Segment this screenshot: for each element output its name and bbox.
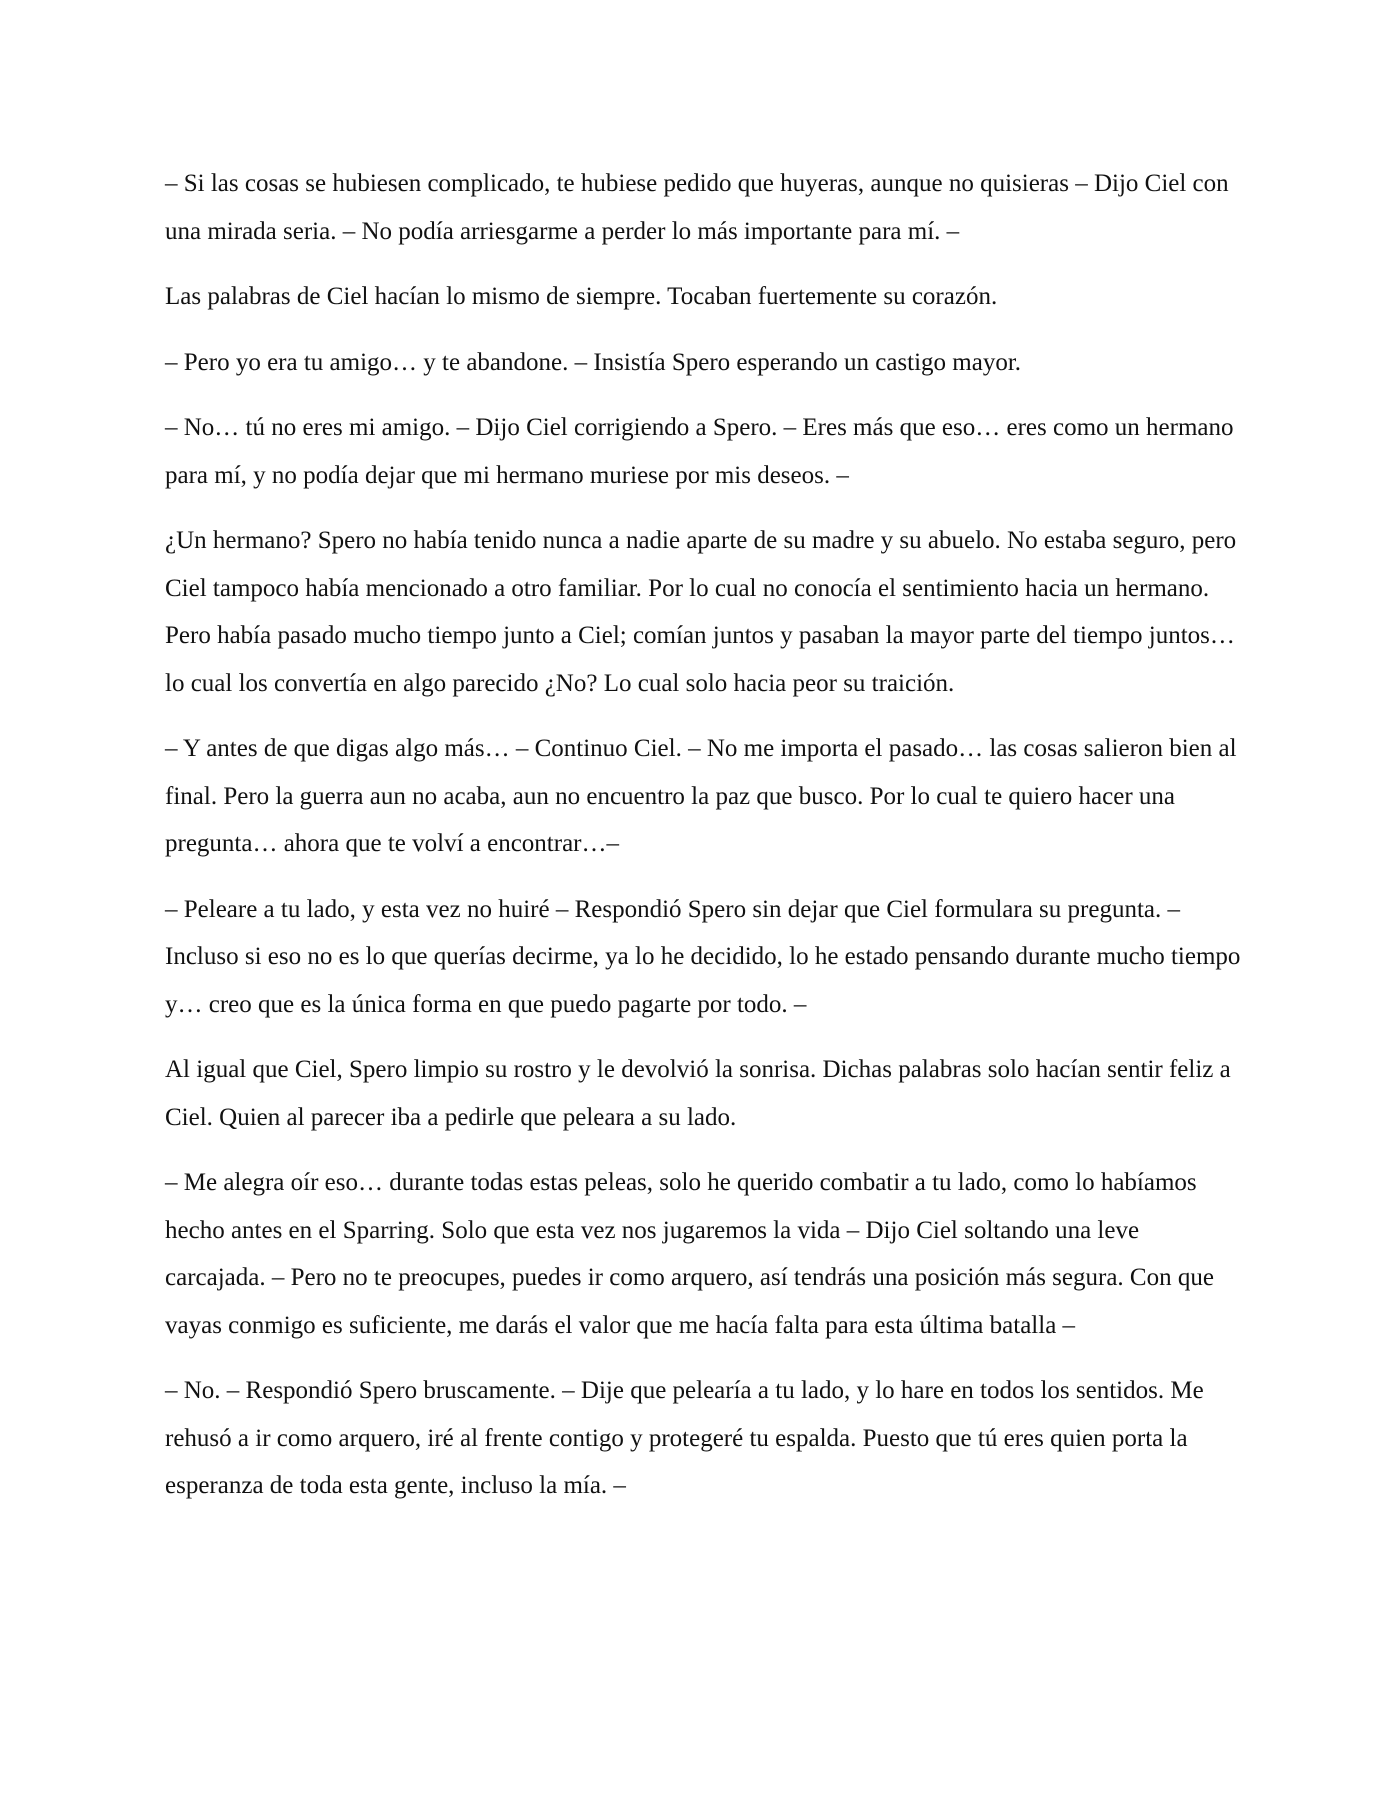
paragraph-10: – No. – Respondió Spero bruscamente. – Dije que pelearía a tu lado, y lo hare en todos los sentidos. Me rehusó a ir como arquero, iré al frente contigo y protegeré tu espalda. Puesto que tú eres quien porta la esperanza de toda esta gente, incluso la mía. – — [165, 1377, 1204, 1499]
paragraph-5: ¿Un hermano? Spero no había tenido nunca a nadie aparte de su madre y su abuelo. No estaba seguro, pero Ciel tampoco había mencionado a otro familiar. Por lo cual no conocía el sentimiento hacia un hermano. Pero había pasado mucho tiempo junto a Ciel; comían juntos y pasaban la mayor parte del tiempo juntos… lo cual los convertía en algo parecido ¿No? Lo cual solo hacia peor su traición. — [165, 527, 1237, 697]
paragraph-6: – Y antes de que digas algo más… – Continuo Ciel. – No me importa el pasado… las cosas salieron bien al final. Pero la guerra aun no acaba, aun no encuentro la paz que busco. Por lo cual te quiero hacer una pregunta… ahora que te volví a encontrar…– — [165, 735, 1237, 857]
paragraph-4: – No… tú no eres mi amigo. – Dijo Ciel corrigiendo a Spero. – Eres más que eso… eres como un hermano para mí, y no podía dejar que mi hermano muriese por mis deseos. – — [165, 414, 1234, 489]
paragraph-1: – Si las cosas se hubiesen complicado, te hubiese pedido que huyeras, aunque no quisieras – Dijo Ciel con una mirada seria. – No podía arriesgarme a perder lo más importante para mí. – — [165, 170, 1229, 245]
body-text — [165, 160, 1245, 1528]
paragraph-2: Las palabras de Ciel hacían lo mismo de siempre. Tocaban fuertemente su corazón. — [165, 283, 998, 310]
paragraph-8: Al igual que Ciel, Spero limpio su rostro y le devolvió la sonrisa. Dichas palabras solo hacían sentir feliz a Ciel. Quien al parecer iba a pedirle que peleara a su lado. — [165, 1056, 1231, 1131]
paragraph-7: – Peleare a tu lado, y esta vez no huiré – Respondió Spero sin dejar que Ciel formulara su pregunta. – Incluso si eso no es lo que querías decirme, ya lo he decidido, lo he estado pensando durante mucho tiempo y… creo que es la única forma en que puedo pagarte por todo. – — [165, 895, 1241, 1018]
paragraph-3: – Pero yo era tu amigo… y te abandone. – Insistía Spero esperando un castigo mayor. — [165, 348, 1022, 376]
paragraph-9: – Me alegra oír eso… durante todas estas peleas, solo he querido combatir a tu lado, como lo habíamos hecho antes en el Sparring. Solo que esta vez nos jugaremos la vida – Dijo Ciel soltando una leve carcajada. – Pero no te preocupes, puedes ir como arquero, así tendrás una posición más segura. Con que vayas conmigo es suficiente, me darás el valor que me hacía falta para esta última batalla – — [165, 1169, 1214, 1339]
